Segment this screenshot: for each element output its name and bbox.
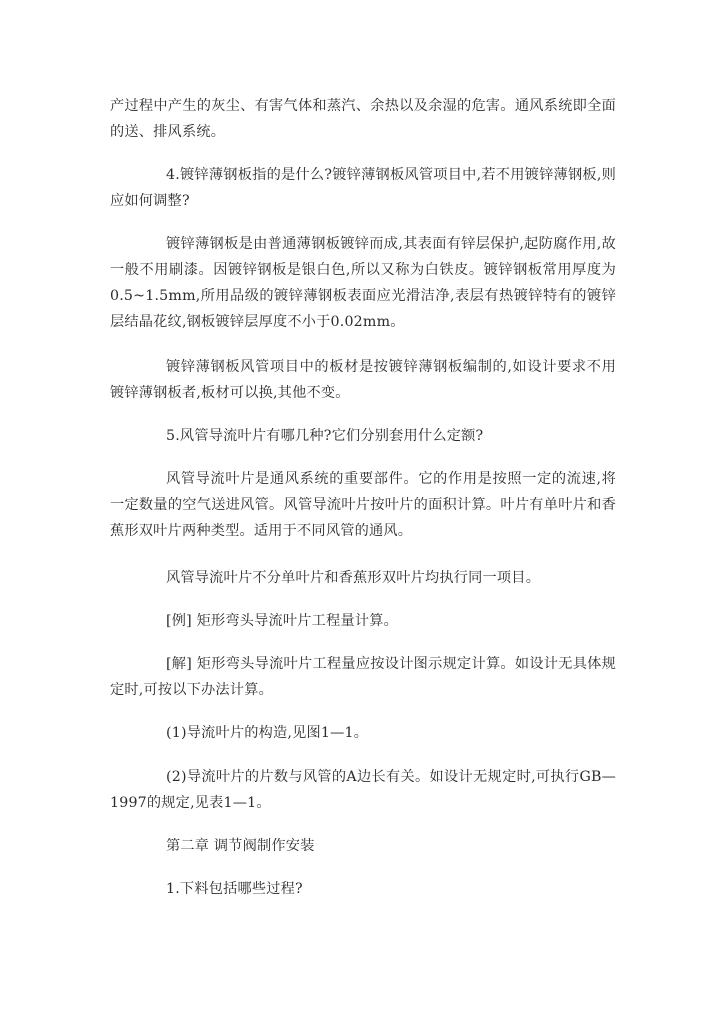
note-paragraph: 镀锌薄钢板风管项目中的板材是按镀锌薄钢板编制的,如设计要求不用镀锌薄钢板者,板材可以换,其他不变。 [110, 359, 616, 401]
list-item: (2)导流叶片的片数与风管的A边长有关。如设计无规定时,可执行GB—1997的规定,见表1—1。 [110, 769, 616, 811]
note-paragraph: 风管导流叶片不分单叶片和香蕉形双叶片均执行同一项目。 [166, 570, 541, 586]
answer-paragraph: 风管导流叶片是通风系统的重要部件。它的作用是按照一定的流速,将一定数量的空气送进风管。风管导流叶片按叶片的面积计算。叶片有单叶片和香蕉形双叶片两种类型。适用于不同风管的通风。 [110, 471, 616, 539]
chapter-heading: 第二章 调节阀制作安装 [166, 838, 315, 854]
example-heading: [例] 矩形弯头导流叶片工程量计算。 [166, 613, 398, 629]
paragraph-continuation: 产过程中产生的灰尘、有害气体和蒸汽、余热以及余湿的危害。通风系统即全面的送、排风系统。 [110, 98, 616, 140]
solution-paragraph: [解] 矩形弯头导流叶片工程量应按设计图示规定计算。如设计无具体规定时,可按以下办法计算。 [110, 656, 616, 698]
list-item: (1)导流叶片的构造,见图1—1。 [166, 725, 369, 741]
question-heading-4: 4.镀锌薄钢板指的是什么?镀锌薄钢板风管项目中,若不用镀锌薄钢板,则应如何调整? [110, 167, 616, 209]
question-heading-1: 1.下料包括哪些过程? [166, 881, 303, 897]
answer-paragraph: 镀锌薄钢板是由普通薄钢板镀锌而成,其表面有锌层保护,起防腐作用,故一般不用刷漆。因镀锌钢板是银白色,所以又称为白铁皮。镀锌钢板常用厚度为0.5~1.5mm,所用品级的镀锌薄钢板表面应光滑洁净,表层有热镀锌特有的镀锌层结晶花纹,钢板镀锌层厚度不小于0.02mm。 [110, 236, 616, 330]
question-heading-5: 5.风管导流叶片有哪几种?它们分别套用什么定额? [166, 428, 484, 444]
